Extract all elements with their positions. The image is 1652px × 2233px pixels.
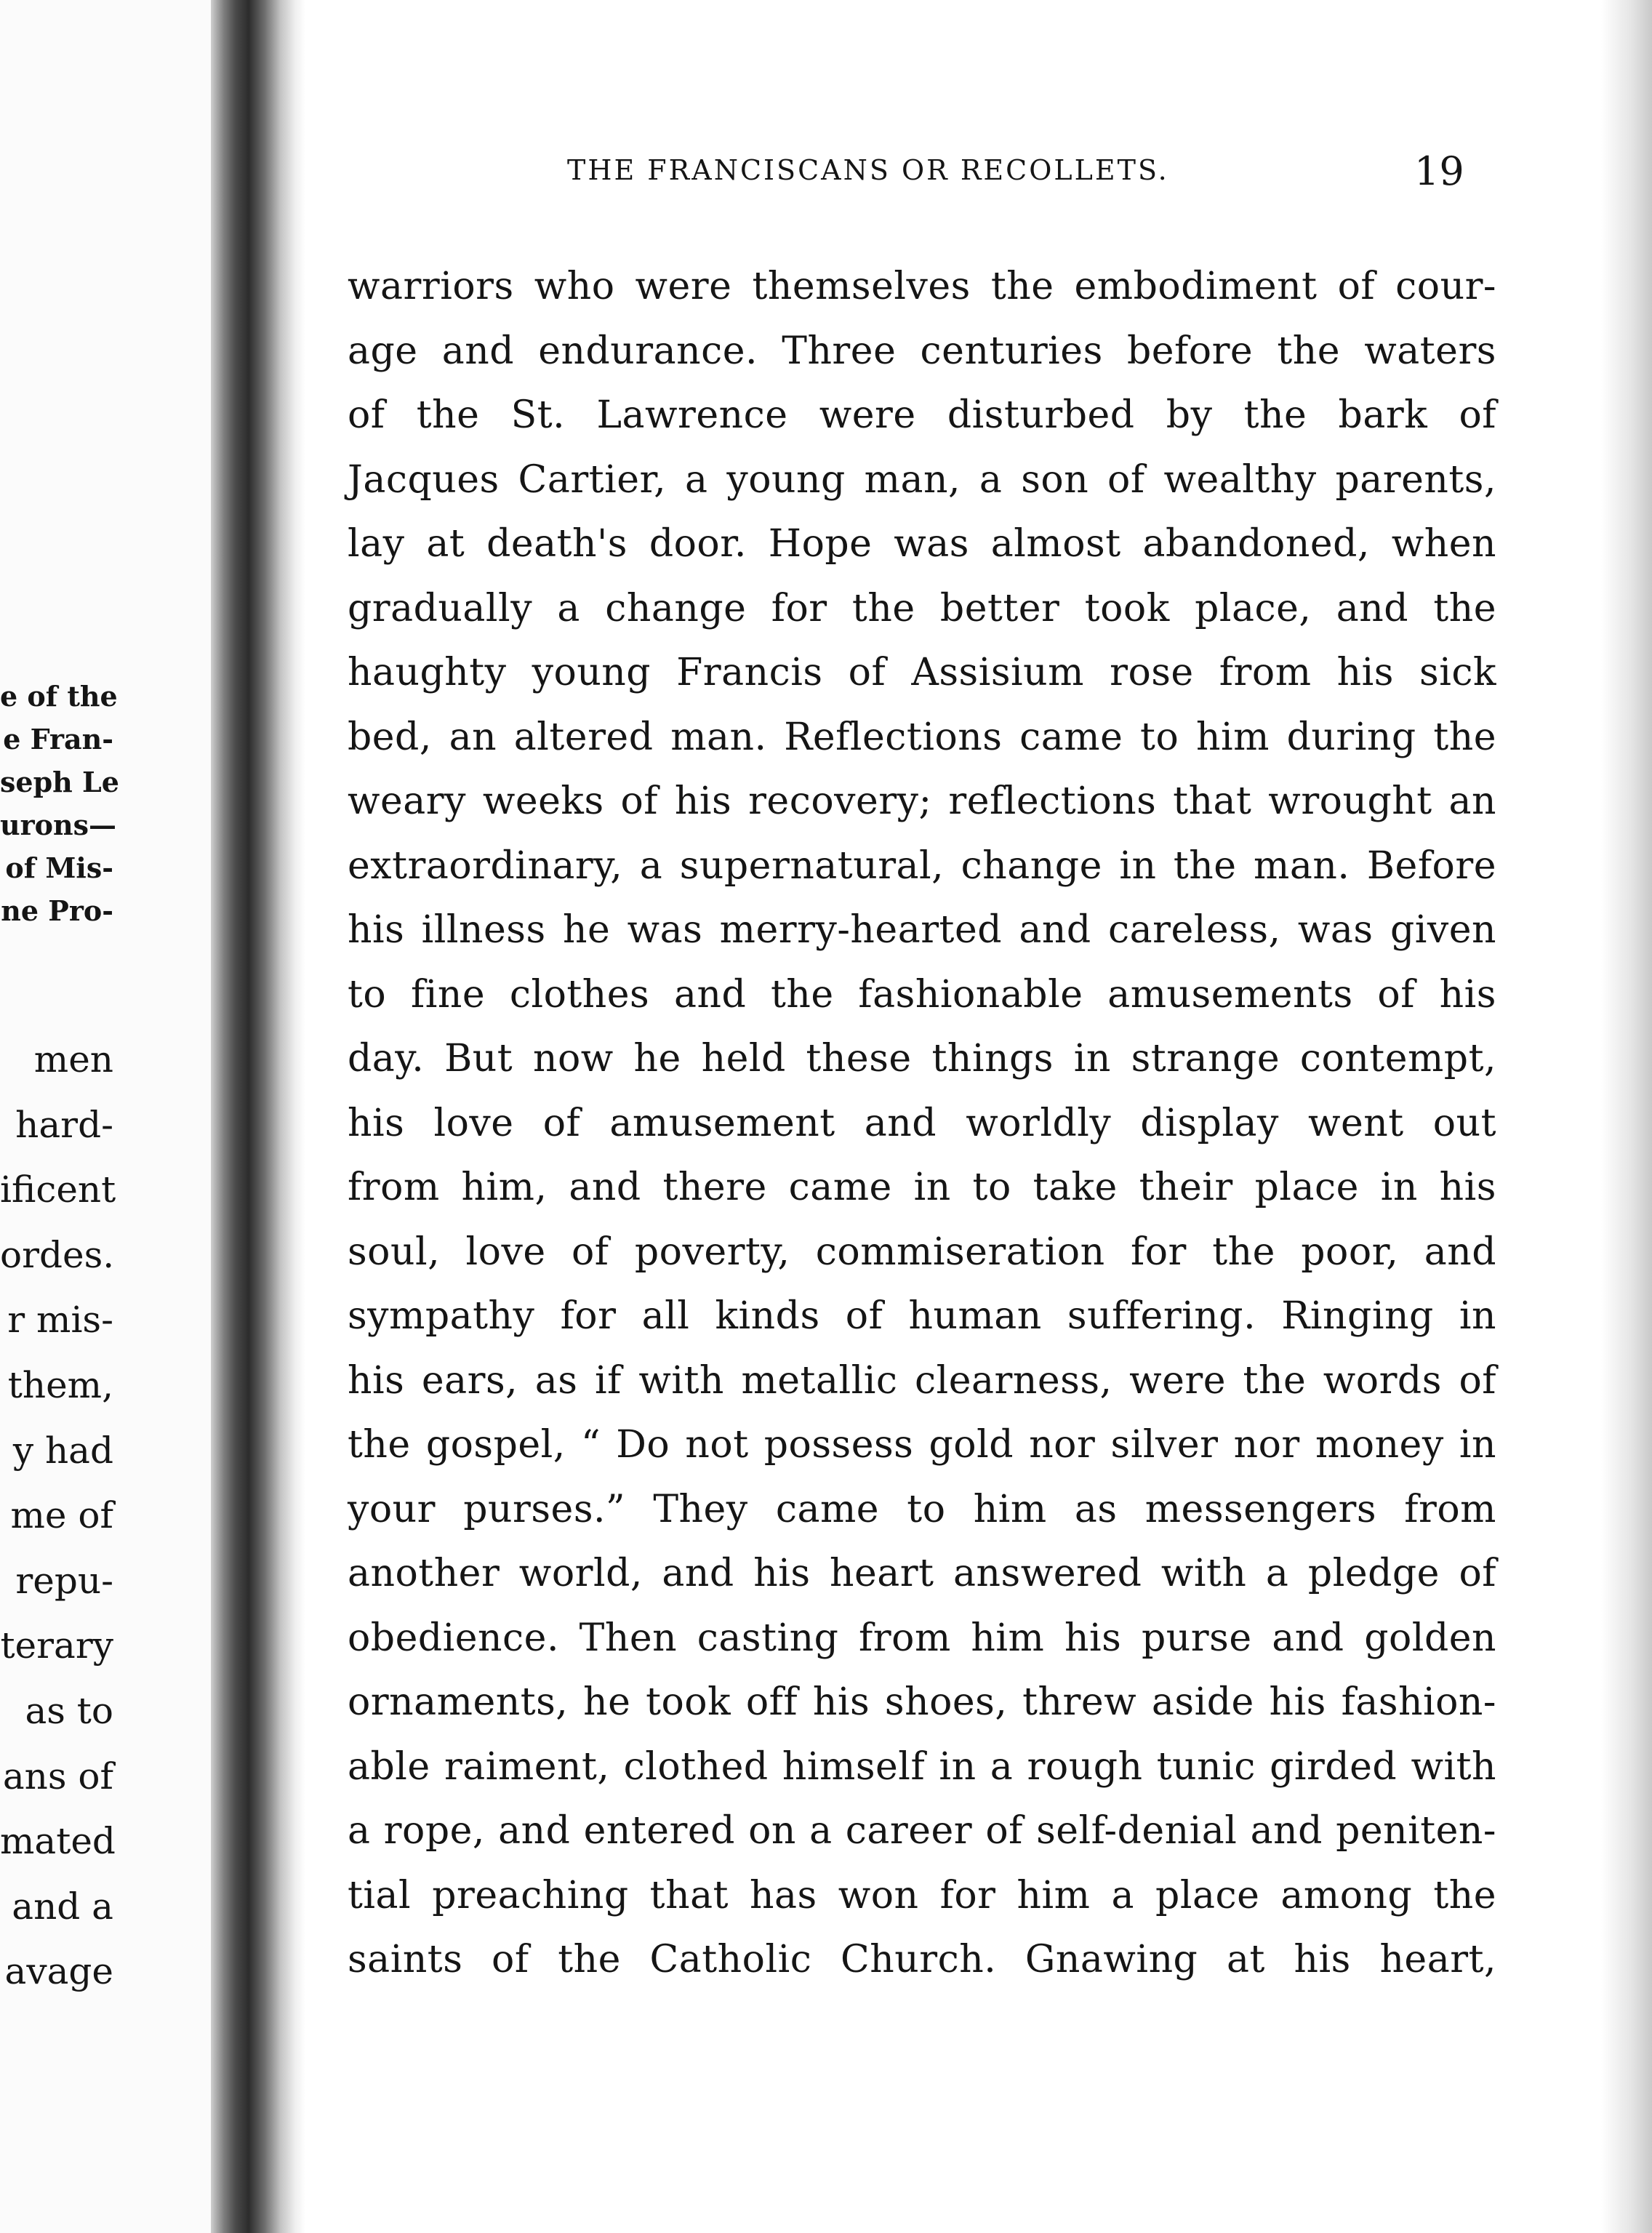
text-line: your purses.” They came to him as messengers from [348, 1487, 1496, 1531]
left-text-line: mated [0, 1820, 116, 1863]
text-line: of the St. Lawrence were disturbed by the bark of [348, 393, 1496, 437]
text-line: lay at death's door. Hope was almost abandoned, when [348, 522, 1496, 566]
text-line: another world, and his heart answered with a pledge of [348, 1552, 1496, 1595]
left-text-line: me of [10, 1494, 113, 1537]
page-number: 19 [1414, 148, 1464, 194]
left-text-line: and a [12, 1885, 113, 1928]
left-text-line: repu- [15, 1559, 113, 1602]
left-text-line: as to [25, 1689, 113, 1732]
text-line: age and endurance. Three centuries before the waters [348, 329, 1496, 373]
left-page-side-note [0, 675, 119, 932]
left-text-line: ificent [0, 1168, 116, 1211]
text-line: gradually a change for the better took place, and the [348, 586, 1496, 630]
text-line: his love of amusement and worldly display went out [348, 1101, 1496, 1145]
text-line: sympathy for all kinds of human suffering. Ringing in [348, 1294, 1496, 1338]
text-line: from him, and there came in to take their place in his [348, 1166, 1496, 1209]
text-line: weary weeks of his recovery; reflections that wrought an [348, 779, 1496, 823]
side-note-line: e of the [0, 680, 118, 713]
text-line: ornaments, he took off his shoes, threw aside his fashion- [348, 1680, 1496, 1724]
side-note-line: of Mis- [5, 851, 113, 884]
left-text-line: r mis- [7, 1299, 113, 1342]
left-text-line: hard- [15, 1103, 113, 1146]
left-text-line: ans of [2, 1755, 113, 1797]
text-line: tial preaching that has won for him a place among the [348, 1873, 1496, 1917]
left-text-line: y had [12, 1429, 113, 1472]
left-page-text [0, 1027, 116, 2005]
text-line: able raiment, clothed himself in a rough tunic girded with [348, 1744, 1496, 1789]
side-note-line: seph Le [0, 766, 119, 798]
text-line: saints of the Catholic Church. Gnawing at his heart, [348, 1938, 1496, 1981]
text-line: haughty young Francis of Assisium rose from his sick [348, 651, 1496, 694]
text-line: warriors who were themselves the embodiment of cour- [348, 265, 1496, 308]
text-line: soul, love of poverty, commiseration for the poor, and [348, 1230, 1496, 1274]
left-text-line: ordes. [0, 1233, 115, 1276]
side-note-line: e Fran- [3, 723, 113, 755]
left-text-line: avage [4, 1950, 113, 1993]
running-title: THE FRANCISCANS OR RECOLLETS. [567, 154, 1169, 186]
text-line: Jacques Cartier, a young man, a son of wealthy parents, [348, 457, 1496, 502]
text-line: a rope, and entered on a career of self-denial and peniten- [348, 1809, 1496, 1853]
left-page [0, 0, 211, 2233]
left-text-line: them, [7, 1363, 113, 1406]
text-line: the gospel, “ Do not possess gold nor silver nor money in [348, 1423, 1496, 1467]
side-note-line: ne Pro- [1, 894, 113, 927]
body-paragraph [348, 254, 1496, 1992]
page-edge-shadow [1601, 0, 1652, 2233]
side-note-line: urons— [0, 809, 117, 841]
left-text-line: terary [0, 1624, 113, 1667]
left-text-line: men [33, 1038, 113, 1081]
text-line: his ears, as if with metallic clearness, were the words of [348, 1358, 1496, 1403]
text-line: to fine clothes and the fashionable amusements of his [348, 972, 1496, 1017]
book-gutter [211, 0, 305, 2233]
text-line: obedience. Then casting from him his purse and golden [348, 1616, 1496, 1660]
text-line: his illness he was merry-hearted and careless, was given [348, 908, 1496, 952]
text-line: day. But now he held these things in strange contempt, [348, 1037, 1496, 1081]
text-line: bed, an altered man. Reflections came to him during the [348, 715, 1496, 759]
text-line: extraordinary, a supernatural, change in the man. Before [348, 843, 1496, 888]
